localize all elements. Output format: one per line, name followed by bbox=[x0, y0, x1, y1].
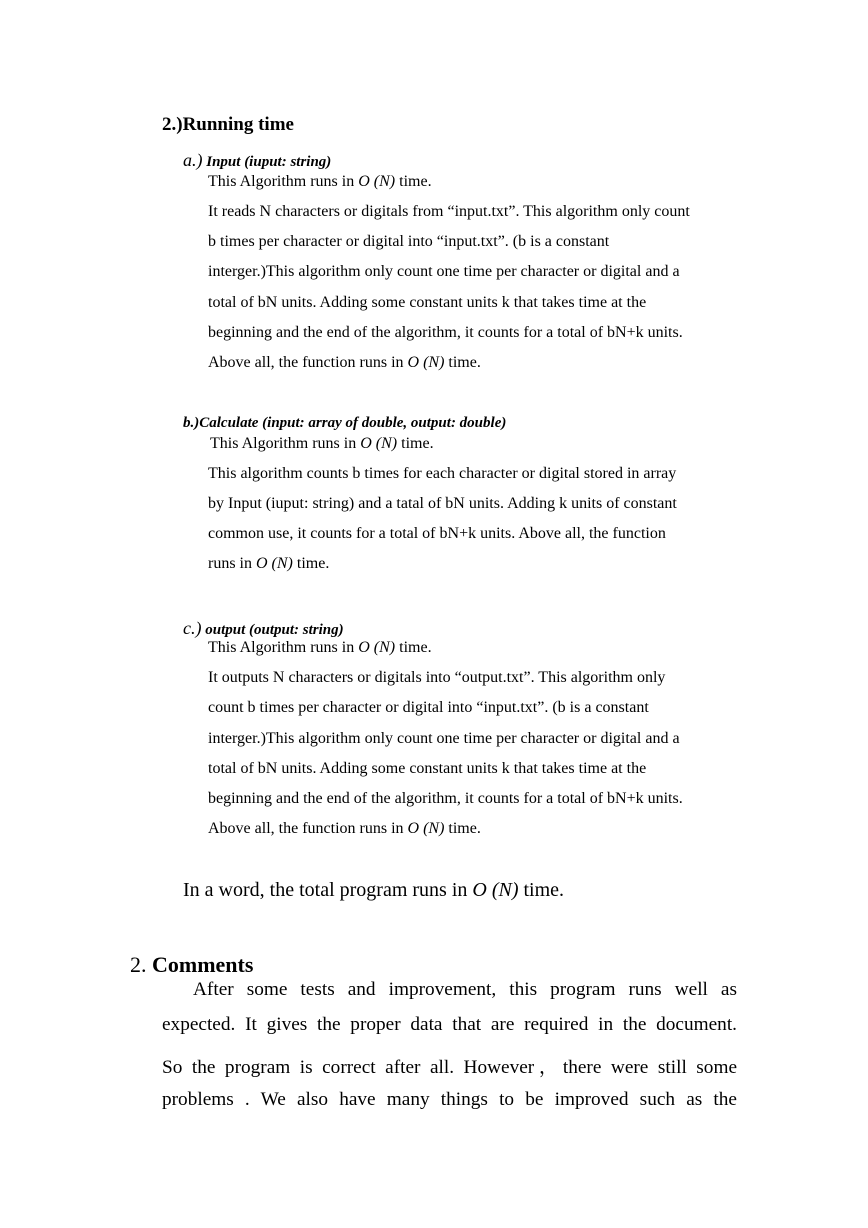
complexity: O (N) bbox=[358, 173, 396, 190]
complexity: O (N) bbox=[472, 879, 519, 901]
section-a-runs bbox=[208, 173, 432, 191]
section-a-line-4: total of bN units. Adding some constant units k that takes time at the bbox=[208, 294, 647, 311]
section-a-heading bbox=[183, 150, 331, 171]
text: time. bbox=[518, 879, 565, 901]
text: Above all, the function runs in bbox=[208, 820, 408, 837]
text: time. bbox=[444, 354, 481, 371]
section-a-line-2: b times per character or digital into “input.txt”. (b is a constant bbox=[208, 233, 610, 250]
complexity: O (N) bbox=[256, 555, 293, 572]
comments-line-4: problems . We also have many things to be improved such as the bbox=[162, 1089, 737, 1110]
section-number: 2. bbox=[130, 952, 152, 977]
text: time. bbox=[444, 820, 481, 837]
section-c-title: output (output: string) bbox=[205, 622, 344, 638]
section-c-line-3: interger.)This algorithm only count one time per character or digital and a bbox=[208, 730, 680, 747]
section-a-label: a.) bbox=[183, 150, 203, 170]
section-c-line-2: count b times per character or digital into “input.txt”. (b is a constant bbox=[208, 699, 649, 716]
section-a-final bbox=[208, 354, 481, 372]
section-b-title: Calculate (input: array of double, output: double) bbox=[199, 415, 507, 431]
section-c-line-1: It outputs N characters or digitals into “output.txt”. This algorithm only bbox=[208, 669, 666, 686]
section-a-line-1: It reads N characters or digitals from “input.txt”. This algorithm only count bbox=[208, 203, 690, 220]
text: runs in bbox=[208, 555, 256, 572]
section-title: Comments bbox=[152, 952, 254, 977]
text: Above all, the function runs in bbox=[208, 354, 408, 371]
section-c-label: c.) bbox=[183, 618, 202, 638]
section-a-line-5: beginning and the end of the algorithm, it counts for a total of bN+k units. bbox=[208, 324, 683, 341]
section-b-label: b.) bbox=[183, 415, 200, 431]
section-a-line-3: interger.)This algorithm only count one time per character or digital and a bbox=[208, 263, 680, 280]
section-b-runs bbox=[210, 435, 434, 453]
section-c-line-4: total of bN units. Adding some constant units k that takes time at the bbox=[208, 760, 647, 777]
section-a-title: Input (iuput: string) bbox=[206, 154, 332, 170]
complexity: O (N) bbox=[407, 354, 445, 371]
section-c-final bbox=[208, 820, 481, 838]
text: time. bbox=[397, 435, 434, 452]
section-b-final bbox=[208, 555, 329, 573]
complexity: O (N) bbox=[407, 820, 445, 837]
section-b-heading bbox=[183, 415, 506, 432]
section-c-heading bbox=[183, 618, 344, 639]
text: This Algorithm runs in bbox=[208, 173, 359, 190]
text: This Algorithm runs in bbox=[208, 639, 359, 656]
summary-line bbox=[183, 879, 564, 902]
text: This Algorithm runs in bbox=[210, 435, 361, 452]
comments-heading bbox=[130, 952, 253, 978]
complexity: O (N) bbox=[358, 639, 396, 656]
comments-line-1: After some tests and improvement, this program runs well as bbox=[193, 979, 737, 1000]
section-b-line-1: This algorithm counts b times for each character or digital stored in array bbox=[208, 465, 677, 482]
section-c-line-5: beginning and the end of the algorithm, it counts for a total of bN+k units. bbox=[208, 790, 683, 807]
text: time. bbox=[292, 555, 330, 572]
running-time-heading: 2.)Running time bbox=[162, 114, 294, 135]
comments-line-3: So the program is correct after all. However，there were still some bbox=[162, 1057, 737, 1078]
section-b-line-2: by Input (iuput: string) and a tatal of bN units. Adding k units of constant bbox=[208, 495, 677, 512]
comments-line-2: expected. It gives the proper data that are required in the document. bbox=[162, 1014, 737, 1035]
text: In a word, the total program runs in bbox=[183, 879, 473, 901]
text: time. bbox=[395, 639, 432, 656]
complexity: O (N) bbox=[360, 435, 398, 452]
text: time. bbox=[395, 173, 432, 190]
section-b-line-3: common use, it counts for a total of bN+k units. Above all, the function bbox=[208, 525, 666, 542]
section-c-runs bbox=[208, 639, 432, 657]
